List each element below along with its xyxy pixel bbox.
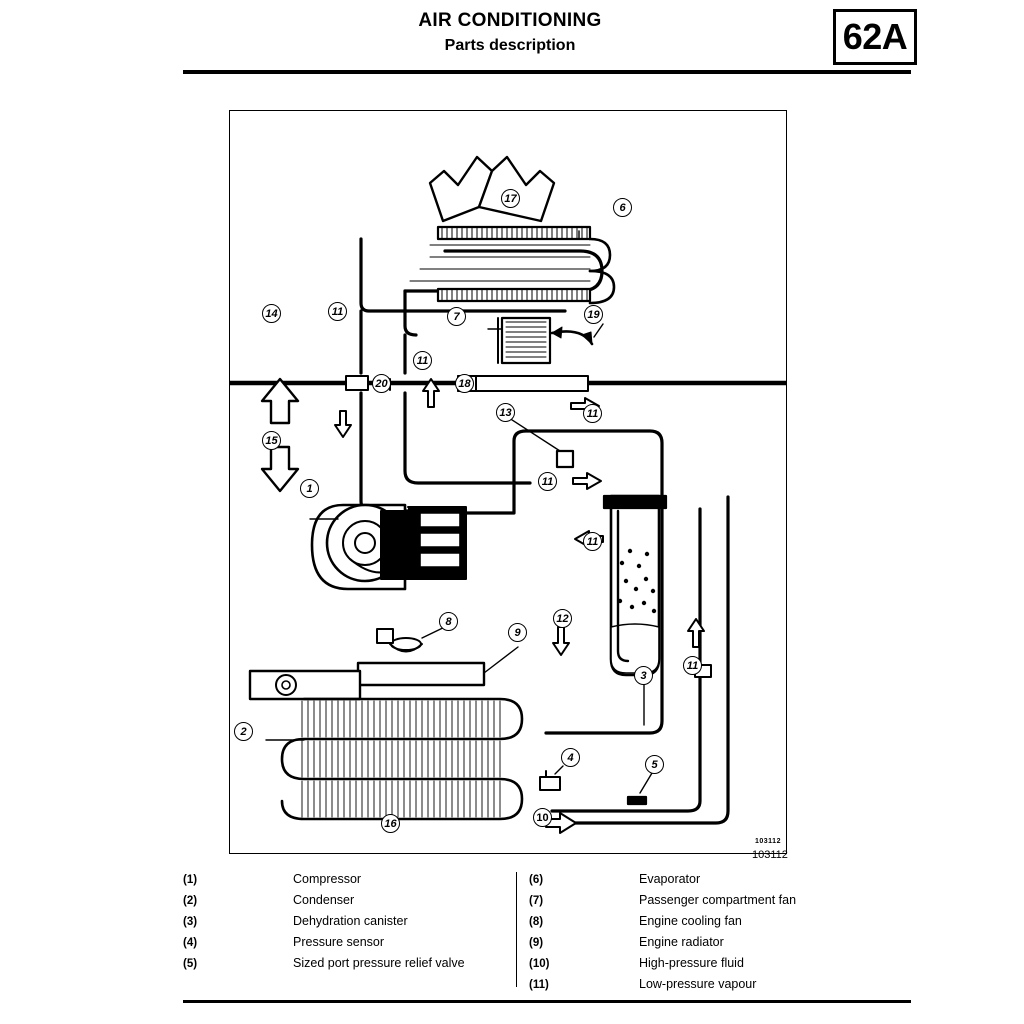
legend-label: Engine cooling fan: [639, 914, 742, 928]
legend-item: [183, 935, 513, 956]
legend-label: Compressor: [293, 872, 362, 886]
section-code-badge: 62A: [833, 9, 917, 65]
legend-number: (6): [529, 874, 544, 886]
callout-16: 16: [381, 814, 400, 833]
callout-3: 3: [634, 666, 653, 685]
legend-number: (10): [529, 958, 550, 970]
callout-4: 4: [561, 748, 580, 767]
callout-5: 5: [645, 755, 664, 774]
callout-10: 10: [533, 808, 552, 827]
legend-item: [529, 935, 909, 956]
legend-number: (7): [529, 895, 544, 907]
legend: [183, 872, 911, 992]
callout-6: 6: [613, 198, 632, 217]
legend-item: [183, 893, 513, 914]
legend-label: Pressure sensor: [293, 935, 385, 949]
legend-column-left: [183, 872, 513, 977]
legend-item: [183, 914, 513, 935]
figure-code: 103112: [752, 849, 788, 861]
legend-number: (2): [183, 895, 198, 907]
callout-11-e: 11: [583, 532, 602, 551]
page-subtitle: Parts description: [444, 37, 576, 54]
legend-label: Evaporator: [639, 872, 701, 886]
footer-rule: [183, 1000, 911, 1003]
legend-item: [529, 872, 909, 893]
legend-label: Low-pressure vapour: [639, 977, 757, 991]
callout-12: 12: [553, 609, 572, 628]
legend-label: Dehydration canister: [293, 914, 408, 928]
legend-label: High-pressure fluid: [639, 956, 744, 970]
callout-1: 1: [300, 479, 319, 498]
legend-number: (8): [529, 916, 544, 928]
legend-number: (3): [183, 916, 198, 928]
callout-9: 9: [508, 623, 527, 642]
legend-label: Sized port pressure relief valve: [293, 956, 465, 970]
page-title: AIR CONDITIONING: [418, 10, 602, 31]
legend-number: (1): [183, 874, 198, 886]
callout-2: 2: [234, 722, 253, 741]
callout-7: 7: [447, 307, 466, 326]
legend-column-right: [529, 872, 909, 998]
legend-label: Passenger compartment fan: [639, 893, 797, 907]
callout-19: 19: [584, 305, 603, 324]
legend-number: (4): [183, 937, 198, 949]
callout-11-d: 11: [538, 472, 557, 491]
legend-item: [183, 956, 513, 977]
legend-item: [529, 977, 909, 998]
callout-17: 17: [501, 189, 520, 208]
page-header: [180, 8, 840, 68]
callout-11-f: 11: [683, 656, 702, 675]
callout-11-c: 11: [583, 404, 602, 423]
legend-item: [183, 872, 513, 893]
legend-label: Engine radiator: [639, 935, 724, 949]
legend-item: [529, 956, 909, 977]
callout-11-a: 11: [328, 302, 347, 321]
legend-item: [529, 914, 909, 935]
callout-15: 15: [262, 431, 281, 450]
legend-number: (11): [529, 979, 549, 991]
callout-18: 18: [455, 374, 474, 393]
legend-label: Condenser: [293, 893, 355, 907]
header-rule: [183, 70, 911, 74]
callout-13: 13: [496, 403, 515, 422]
callout-14: 14: [262, 304, 281, 323]
legend-number: (9): [529, 937, 544, 949]
callout-11-b: 11: [413, 351, 432, 370]
callout-8: 8: [439, 612, 458, 631]
figure-code-small: 103112: [755, 838, 781, 845]
callout-20: 20: [372, 374, 391, 393]
legend-item: [529, 893, 909, 914]
legend-number: (5): [183, 958, 198, 970]
